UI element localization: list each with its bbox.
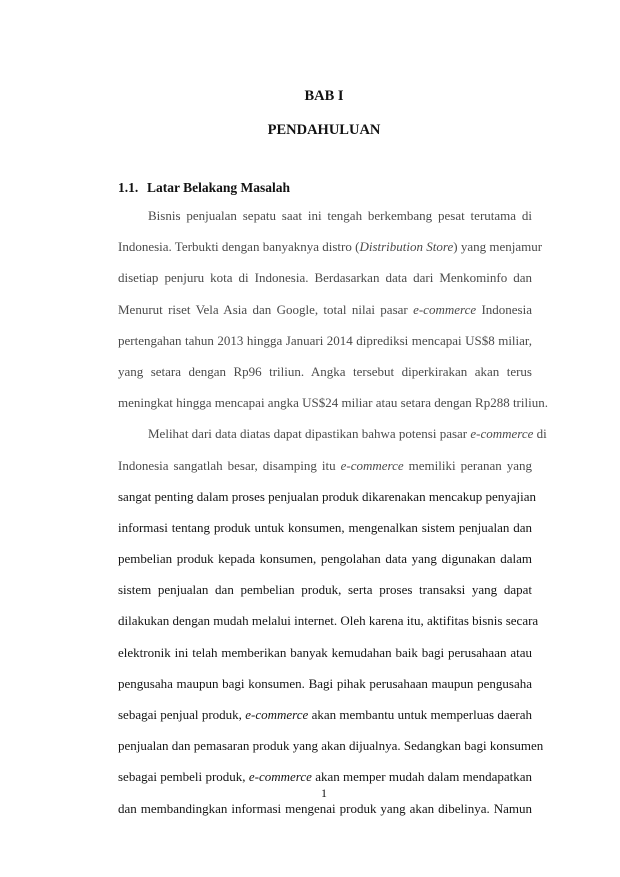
italic-term: e-commerce <box>245 707 309 722</box>
text-segment: sebagai pembeli produk, <box>118 769 249 785</box>
page-number: 1 <box>321 786 327 800</box>
text-segment: memiliki peranan yang <box>403 457 532 473</box>
text-line <box>118 356 532 387</box>
text-line <box>118 730 544 761</box>
text-segment: Indonesia. Terbukti dengan banyaknya distro ( <box>118 239 360 255</box>
italic-term: e-commerce <box>470 426 534 442</box>
text-line <box>118 668 532 699</box>
italic-term: e-commerce <box>413 301 477 317</box>
text-segment: pertengahan tahun 2013 hingga Januari 2014 diprediksi mencapai US$8 miliar, <box>118 332 532 348</box>
text-segment: Melihat dari data diatas dapat dipastikan bahwa potensi pasar <box>148 426 471 442</box>
text-segment: meningkat hingga mencapai angka US$24 miliar atau setara dengan Rp288 triliun. <box>118 395 548 411</box>
text-segment: ) yang menjamur <box>453 239 543 255</box>
text-segment: akan membantu untuk memperluas daerah <box>308 707 532 722</box>
section-number: 1.1. <box>118 180 139 195</box>
text-segment: yang setara dengan Rp96 triliun. Angka tersebut diperkirakan akan terus <box>118 363 532 379</box>
text-segment: Indonesia sangatlah besar, disamping itu <box>118 457 341 473</box>
text-segment: sangat penting dalam proses penjualan produk dikarenakan mencakup penyajian <box>118 488 537 504</box>
text-line <box>118 387 548 418</box>
text-line <box>118 200 532 231</box>
text-line <box>118 294 532 325</box>
italic-term: e-commerce <box>248 769 312 785</box>
body-text <box>118 200 548 824</box>
text-segment: pengusaha maupun bagi konsumen. Bagi pihak perusahaan maupun pengusaha <box>118 675 532 691</box>
text-segment: elektronik ini telah memberikan banyak kemudahan baik bagi perusahaan atau <box>118 644 532 660</box>
text-segment: Menurut riset Vela Asia dan Google, total nilai pasar <box>118 301 414 317</box>
text-segment: dilakukan dengan mudah melalui internet. Oleh karena itu, aktifitas bisnis secara <box>118 613 539 629</box>
text-line <box>118 543 532 574</box>
text-segment: Indonesia <box>476 301 532 317</box>
text-line <box>118 512 532 543</box>
text-segment: akan memper mudah dalam mendapatkan <box>311 769 532 785</box>
italic-term: Distribution Store <box>359 239 454 255</box>
chapter-title: PENDAHULUAN <box>267 122 381 138</box>
text-line <box>118 574 532 605</box>
text-line <box>118 325 532 356</box>
text-segment: Bisnis penjualan sepatu saat ini tengah berkembang pesat terutama di <box>148 208 532 223</box>
text-segment: informasi tentang produk untuk konsumen, mengenalkan sistem penjualan dan <box>118 519 532 535</box>
section-title: Latar Belakang Masalah <box>147 180 291 195</box>
text-line <box>118 231 543 262</box>
text-segment: sebagai penjual produk, <box>118 707 246 722</box>
text-line <box>118 637 532 668</box>
section-heading <box>118 180 290 196</box>
text-line <box>118 262 532 293</box>
text-line <box>118 450 532 481</box>
italic-term: e-commerce <box>340 457 404 473</box>
text-segment: dan membandingkan informasi mengenai produk yang akan dibelinya. Namun <box>118 800 532 816</box>
text-line <box>118 481 537 512</box>
text-line <box>118 699 532 730</box>
text-segment: disetiap penjuru kota di Indonesia. Berdasarkan data dari Menkominfo dan <box>118 270 532 286</box>
chapter-number: BAB I <box>304 88 344 104</box>
text-line <box>118 418 547 449</box>
text-line <box>118 605 539 636</box>
text-segment: penjualan dan pemasaran produk yang akan dijualnya. Sedangkan bagi konsumen <box>118 738 544 754</box>
text-segment: sistem penjualan dan pembelian produk, serta proses transaksi yang dapat <box>118 582 532 598</box>
text-segment: pembelian produk kepada konsumen, pengolahan data yang digunakan dalam <box>118 551 532 567</box>
text-segment: di <box>533 426 547 442</box>
